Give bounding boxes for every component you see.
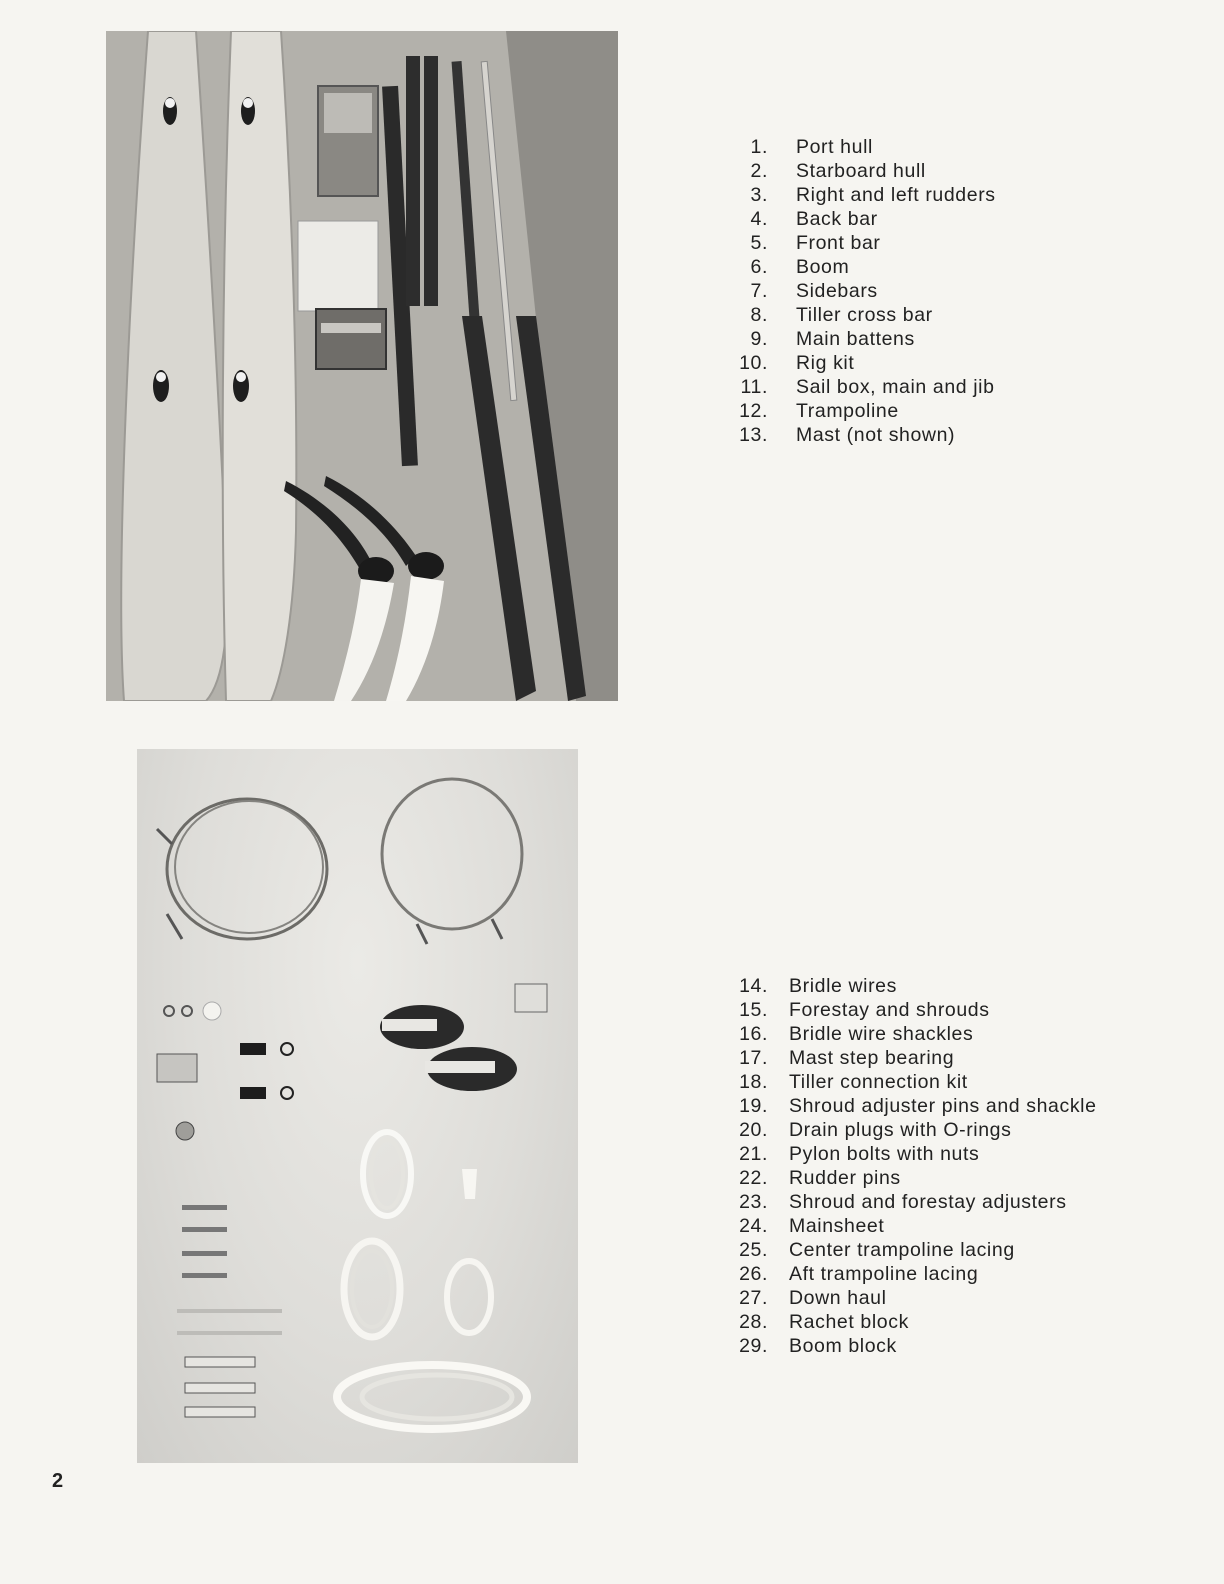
item-label: Rudder pins — [789, 1167, 901, 1189]
item-number: 14. — [739, 975, 768, 997]
list-item — [736, 998, 1097, 1022]
item-label: Mainsheet — [789, 1215, 885, 1237]
list-item — [736, 327, 996, 351]
item-label: Bridle wires — [789, 975, 897, 997]
item-label: Tiller connection kit — [789, 1071, 968, 1093]
item-label: Boom — [796, 256, 850, 278]
item-label: Mast (not shown) — [796, 424, 956, 446]
item-label: Forestay and shrouds — [789, 999, 990, 1021]
item-label: Main battens — [796, 328, 915, 350]
list-item — [736, 1286, 1097, 1310]
item-number: 3. — [750, 184, 768, 206]
item-number: 23. — [739, 1191, 768, 1213]
list-item — [736, 1166, 1097, 1190]
item-label: Mast step bearing — [789, 1047, 955, 1069]
hardware-photo — [137, 749, 578, 1463]
item-number: 24. — [739, 1215, 768, 1237]
item-label: Tiller cross bar — [796, 304, 933, 326]
item-label: Boom block — [789, 1335, 897, 1357]
item-label: Shroud adjuster pins and shackle — [789, 1095, 1097, 1117]
item-number: 15. — [739, 999, 768, 1021]
list-item — [736, 1310, 1097, 1334]
item-number: 10. — [739, 352, 768, 374]
item-number: 28. — [739, 1311, 768, 1333]
item-number: 19. — [739, 1095, 768, 1117]
item-label: Port hull — [796, 136, 873, 158]
list-item — [736, 399, 996, 423]
list-item — [736, 375, 996, 399]
list-item — [736, 1262, 1097, 1286]
list-item — [736, 279, 996, 303]
item-number: 4. — [750, 208, 768, 230]
item-number: 18. — [739, 1071, 768, 1093]
components-photo — [106, 31, 618, 701]
list-item — [736, 1238, 1097, 1262]
item-label: Bridle wire shackles — [789, 1023, 974, 1045]
list-item — [736, 1334, 1097, 1358]
list-item — [736, 207, 996, 231]
list-item — [736, 159, 996, 183]
item-number: 17. — [739, 1047, 768, 1069]
item-label: Front bar — [796, 232, 881, 254]
list-item — [736, 1118, 1097, 1142]
item-label: Sidebars — [796, 280, 878, 302]
item-number: 13. — [739, 424, 768, 446]
item-label: Pylon bolts with nuts — [789, 1143, 980, 1165]
item-label: Rig kit — [796, 352, 855, 374]
list-item — [736, 135, 996, 159]
item-number: 8. — [750, 304, 768, 326]
parts-list-top — [736, 135, 996, 447]
item-number: 29. — [739, 1335, 768, 1357]
item-number: 5. — [750, 232, 768, 254]
parts-list-bottom — [736, 974, 1097, 1358]
item-label: Right and left rudders — [796, 184, 996, 206]
list-item — [736, 351, 996, 375]
list-item — [736, 1142, 1097, 1166]
item-number: 2. — [750, 160, 768, 182]
list-item — [736, 303, 996, 327]
list-item — [736, 1214, 1097, 1238]
item-number: 20. — [739, 1119, 768, 1141]
item-label: Center trampoline lacing — [789, 1239, 1015, 1261]
item-label: Aft trampoline lacing — [789, 1263, 979, 1285]
list-item — [736, 255, 996, 279]
item-number: 7. — [750, 280, 768, 302]
item-label: Rachet block — [789, 1311, 909, 1333]
item-label: Back bar — [796, 208, 878, 230]
item-number: 22. — [739, 1167, 768, 1189]
item-label: Sail box, main and jib — [796, 376, 995, 398]
item-number: 1. — [750, 136, 768, 158]
item-number: 12. — [739, 400, 768, 422]
list-item — [736, 183, 996, 207]
item-number: 27. — [739, 1287, 768, 1309]
item-number: 6. — [750, 256, 768, 278]
item-number: 21. — [739, 1143, 768, 1165]
list-item — [736, 1046, 1097, 1070]
item-label: Starboard hull — [796, 160, 926, 182]
item-label: Down haul — [789, 1287, 887, 1309]
item-number: 11. — [740, 376, 768, 398]
item-label: Shroud and forestay adjusters — [789, 1191, 1067, 1213]
list-item — [736, 231, 996, 255]
item-number: 25. — [739, 1239, 768, 1261]
list-item — [736, 1070, 1097, 1094]
item-label: Drain plugs with O-rings — [789, 1119, 1012, 1141]
list-item — [736, 974, 1097, 998]
item-label: Trampoline — [796, 400, 899, 422]
list-item — [736, 423, 996, 447]
item-number: 16. — [739, 1023, 768, 1045]
list-item — [736, 1022, 1097, 1046]
list-item — [736, 1094, 1097, 1118]
item-number: 9. — [750, 328, 768, 350]
list-item — [736, 1190, 1097, 1214]
page-number: 2 — [52, 1470, 64, 1492]
item-number: 26. — [739, 1263, 768, 1285]
